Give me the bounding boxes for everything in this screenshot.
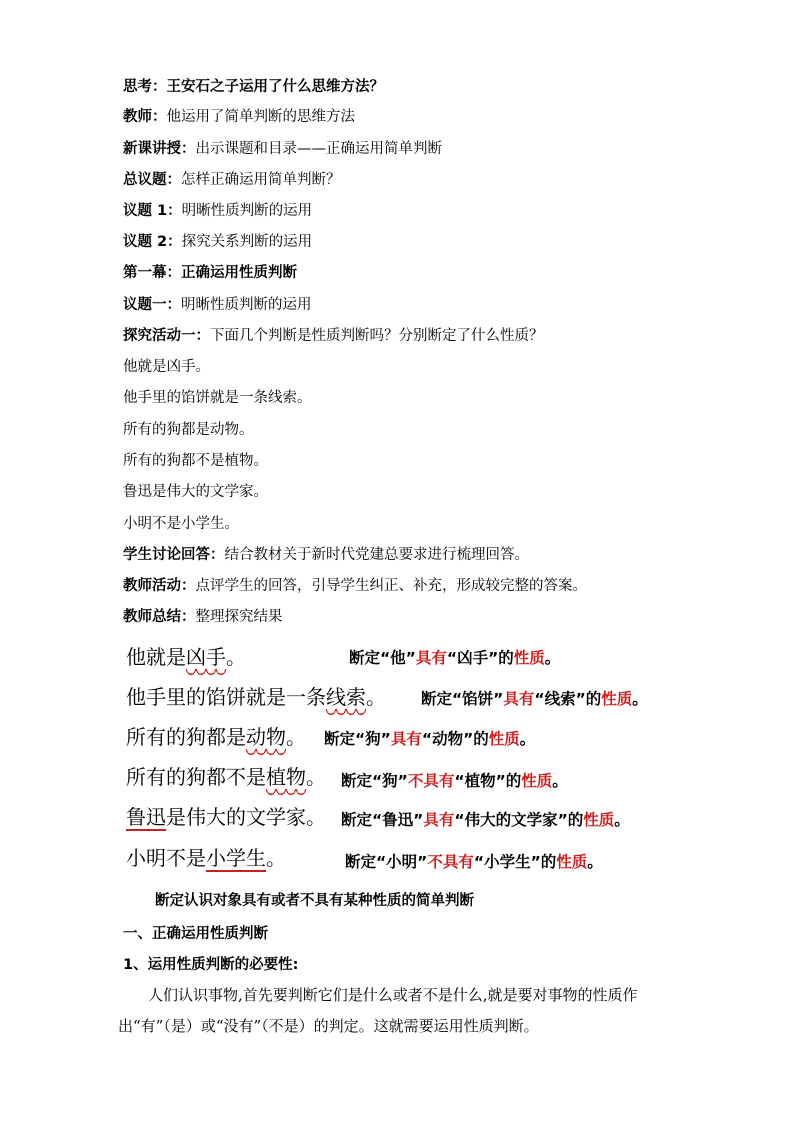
line-topic-one: 议题一：明晰性质判断的运用 xyxy=(123,297,312,313)
underline-term: 线索 xyxy=(326,685,366,709)
line-example-5: 鲁迅是伟大的文学家。 xyxy=(123,484,268,500)
example-explanation-5: 断定“鲁迅”具有“伟大的文学家”的性质。 xyxy=(341,811,630,829)
example-sentence-2: 他手里的馅饼就是一条线索。 xyxy=(126,685,386,709)
line-topic-1: 议题 1：明晰性质判断的运用 xyxy=(123,203,313,219)
example-sentence-5: 鲁迅是伟大的文学家。 xyxy=(126,805,326,829)
subsection-heading: 1、运用性质判断的必要性: xyxy=(123,957,299,973)
example-sentence-3: 所有的狗都是动物。 xyxy=(126,725,306,749)
line-teacher-activity: 教师活动：点评学生的回答，引导学生纠正、补充，形成较完整的答案。 xyxy=(123,578,587,594)
line-example-6: 小明不是小学生。 xyxy=(123,516,239,532)
example-explanation-4: 断定“狗”不具有“植物”的性质。 xyxy=(341,772,568,790)
line-topic-2: 议题 2：探究关系判断的运用 xyxy=(123,234,313,250)
example-explanation-2: 断定“馅饼”具有“线索”的性质。 xyxy=(421,690,648,708)
example-explanation-3: 断定“狗”具有“动物”的性质。 xyxy=(324,730,536,748)
section-heading: 一、正确运用性质判断 xyxy=(123,926,268,942)
line-act-one: 第一幕：正确运用性质判断 xyxy=(123,265,297,281)
body-paragraph: 人们认识事物,首先要判断它们是什么或者不是什么,就是要对事物的性质作出“有”（是）或“没有”（不是）的判定。这就需要运用性质判断。 xyxy=(118,986,638,1035)
line-example-2: 他手里的馅饼就是一条线索。 xyxy=(123,390,312,406)
line-main-topic: 总议题：怎样正确运用简单判断？ xyxy=(123,172,341,188)
example-sentence-6: 小明不是小学生。 xyxy=(126,846,286,870)
line-activity-one: 探究活动一：下面几个判断是性质判断吗？分别断定了什么性质？ xyxy=(123,328,544,344)
example-explanation-1: 断定“他”具有“凶手”的性质。 xyxy=(349,649,561,667)
example-sentence-4: 所有的狗都不是植物。 xyxy=(126,765,326,789)
line-student-answer: 学生讨论回答：结合教材关于新时代党建总要求进行梳理回答。 xyxy=(123,547,529,563)
line-example-4: 所有的狗都不是植物。 xyxy=(123,453,268,469)
example-sentence-1: 他就是凶手。 xyxy=(126,645,246,669)
summary-title: 断定认识对象具有或者不具有某种性质的简单判断 xyxy=(155,893,474,909)
line-example-3: 所有的狗都是动物。 xyxy=(123,422,254,438)
underline-term: 动物 xyxy=(246,725,286,749)
example-explanation-6: 断定“小明”不具有“小学生”的性质。 xyxy=(345,853,603,871)
line-think: 思考：王安石之子运用了什么思维方法？ xyxy=(123,79,384,95)
underline-term: 凶手 xyxy=(186,645,226,669)
underline-term: 小学生 xyxy=(206,846,266,870)
line-new-lesson: 新课讲授：出示课题和目录——正确运用简单判断 xyxy=(123,141,442,157)
line-example-1: 他就是凶手。 xyxy=(123,359,210,375)
line-teacher: 教师：他运用了简单判断的思维方法 xyxy=(123,109,355,125)
line-teacher-summary: 教师总结：整理探究结果 xyxy=(123,609,283,625)
underline-term: 鲁迅 xyxy=(126,805,166,829)
underline-term: 植物 xyxy=(266,765,306,789)
